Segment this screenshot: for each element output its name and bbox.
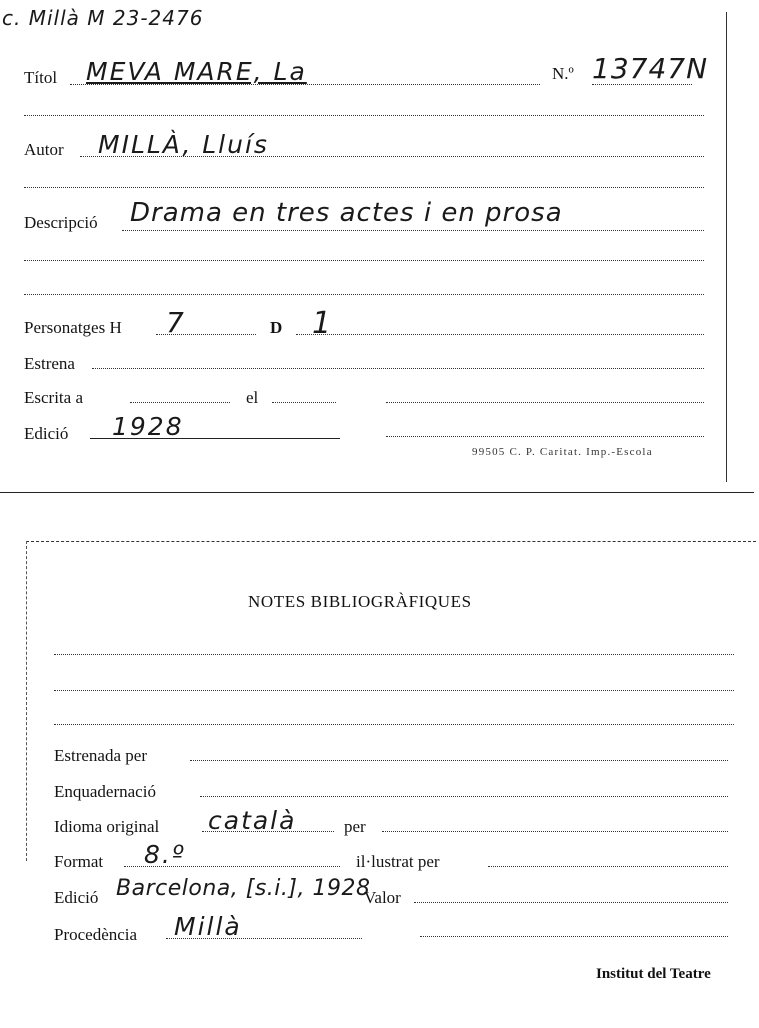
card1-right-border (726, 12, 727, 482)
author-value: MILLÀ, Lluís (98, 130, 269, 159)
author-line (80, 156, 704, 157)
premiered-by-label: Estrenada per (54, 746, 147, 765)
card1-bottom-edge (0, 492, 754, 493)
translated-by-label: per (344, 817, 366, 836)
characters-women-count: 1 (312, 306, 334, 341)
number-line (592, 84, 692, 85)
edition-year: 1928 (112, 412, 184, 441)
description-line (122, 230, 704, 231)
premiere-line (92, 368, 704, 369)
author-label: Autor (24, 140, 64, 159)
provenance-extra-line (420, 936, 728, 937)
reference-note: c. Millà M 23-2476 (2, 6, 204, 30)
notes-line-1 (54, 654, 734, 655)
blank-line-5 (386, 402, 704, 403)
binding-label: Enquadernació (54, 782, 156, 801)
characters-label: Personatges H (24, 318, 122, 337)
edition-label: Edició (24, 424, 69, 443)
written-date-line (272, 402, 336, 403)
illustrated-by-line (488, 866, 728, 867)
institution-name: Institut del Teatre (596, 966, 711, 982)
notes-line-3 (54, 724, 734, 725)
characters-men-line (156, 334, 256, 335)
edition2-label: Edició (54, 888, 99, 907)
premiere-label: Estrena (24, 354, 75, 373)
blank-line-3 (24, 260, 704, 261)
blank-line-4 (24, 294, 704, 295)
provenance-line (166, 938, 362, 939)
blank-line-1 (24, 115, 704, 116)
illustrated-by-label: il·lustrat per (356, 852, 440, 871)
title-label: Títol (24, 68, 58, 87)
translated-by-line (382, 831, 728, 832)
characters-women-label: D (270, 318, 283, 337)
card2-top-border (26, 541, 756, 542)
value-line (414, 902, 728, 903)
title-line (70, 84, 540, 85)
original-language-value: català (208, 806, 297, 835)
value-label: Valor (364, 888, 401, 907)
number-label: N.º (552, 64, 574, 83)
description-value: Drama en tres actes i en prosa (130, 198, 563, 228)
binding-line (200, 796, 728, 797)
description-label: Descripció (24, 213, 98, 232)
edition2-value: Barcelona, [s.i.], 1928 (116, 876, 371, 901)
written-date-label: el (246, 388, 259, 407)
card2-left-border (26, 541, 27, 861)
original-language-line (202, 831, 334, 832)
bibliographic-notes-heading: NOTES BIBLIOGRÀFIQUES (248, 592, 472, 611)
premiered-by-line (190, 760, 728, 761)
title-value: MEVA MARE, La (86, 57, 307, 86)
format-label: Format (54, 852, 104, 871)
notes-line-2 (54, 690, 734, 691)
blank-line-6 (386, 436, 704, 437)
provenance-value: Millà (174, 912, 242, 941)
characters-women-line (296, 334, 704, 335)
written-at-label: Escrita a (24, 388, 83, 407)
catalog-number: 13747N (592, 52, 709, 85)
blank-line-2 (24, 187, 704, 188)
edition-line (90, 438, 340, 439)
provenance-label: Procedència (54, 925, 138, 944)
printer-imprint: 99505 C. P. Caritat. Imp.-Escola (472, 446, 653, 458)
characters-men-count: 7 (166, 306, 186, 339)
written-at-line (130, 402, 230, 403)
original-language-label: Idioma original (54, 817, 160, 836)
format-value: 8.º (144, 840, 186, 869)
format-line (124, 866, 340, 867)
